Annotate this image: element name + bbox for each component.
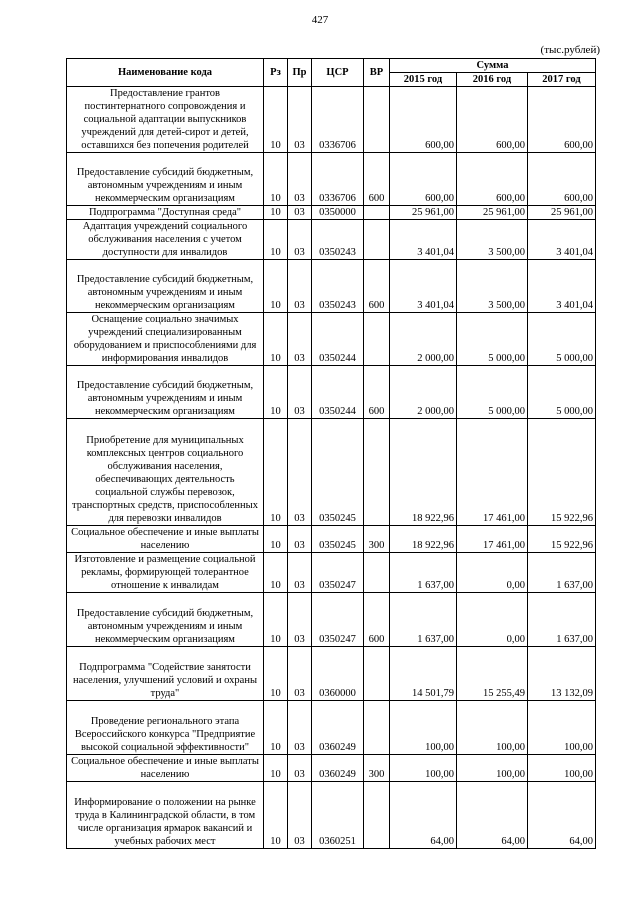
cell-pr: 03: [288, 593, 312, 647]
cell-rz: 10: [264, 553, 288, 593]
header-sum: Сумма: [390, 59, 596, 73]
cell-vr: [364, 553, 390, 593]
cell-vr: 600: [364, 153, 390, 206]
cell-pr: 03: [288, 313, 312, 366]
cell-2016: 5 000,00: [457, 366, 528, 419]
cell-csr: 0360249: [312, 701, 364, 755]
cell-pr: 03: [288, 260, 312, 313]
header-vr: ВР: [364, 59, 390, 87]
cell-name: Предоставление субсидий бюджетным, автономным учреждениям и иным некоммерческим организациям: [67, 153, 264, 206]
cell-2015: 18 922,96: [390, 526, 457, 553]
cell-2015: 600,00: [390, 153, 457, 206]
table-row: [67, 593, 596, 647]
table-row: [67, 313, 596, 366]
cell-rz: 10: [264, 206, 288, 220]
cell-vr: 300: [364, 755, 390, 782]
cell-vr: [364, 313, 390, 366]
cell-2016: 15 255,49: [457, 647, 528, 701]
cell-csr: 0350245: [312, 419, 364, 526]
cell-pr: 03: [288, 755, 312, 782]
cell-csr: 0350247: [312, 593, 364, 647]
table-row: [67, 87, 596, 153]
table-row: [67, 260, 596, 313]
cell-rz: 10: [264, 593, 288, 647]
header-2016: 2016 год: [457, 73, 528, 87]
cell-2015: 2 000,00: [390, 313, 457, 366]
header-2015: 2015 год: [390, 73, 457, 87]
cell-rz: 10: [264, 526, 288, 553]
cell-name: Предоставление субсидий бюджетным, автономным учреждениям и иным некоммерческим организациям: [67, 260, 264, 313]
cell-2015: 3 401,04: [390, 260, 457, 313]
table-body: [67, 87, 596, 849]
cell-csr: 0336706: [312, 87, 364, 153]
cell-rz: 10: [264, 220, 288, 260]
table-row: [67, 220, 596, 260]
header-rz: Рз: [264, 59, 288, 87]
cell-2016: 0,00: [457, 553, 528, 593]
cell-name: Предоставление грантов постинтернатного сопровождения и социальной адаптации выпускников учреждений для детей-сирот и детей, оставшихся без попечения родителей: [67, 87, 264, 153]
cell-pr: 03: [288, 526, 312, 553]
cell-rz: 10: [264, 260, 288, 313]
table-row: [67, 782, 596, 849]
cell-2017: 1 637,00: [528, 593, 596, 647]
budget-table: [66, 58, 596, 849]
cell-name: Подпрограмма "Доступная среда": [67, 206, 264, 220]
cell-csr: 0360251: [312, 782, 364, 849]
header-2017: 2017 год: [528, 73, 596, 87]
cell-rz: 10: [264, 366, 288, 419]
cell-vr: 600: [364, 593, 390, 647]
cell-name: Социальное обеспечение и иные выплаты населению: [67, 755, 264, 782]
page-number: 427: [311, 14, 329, 26]
cell-name: Социальное обеспечение и иные выплаты населению: [67, 526, 264, 553]
cell-name: Информирование о положении на рынке труда в Калининградской области, в том числе организация ярмарок вакансий и учебных рабочих мест: [67, 782, 264, 849]
cell-2017: 15 922,96: [528, 419, 596, 526]
header-name: Наименование кода: [67, 59, 264, 87]
cell-2015: 600,00: [390, 87, 457, 153]
table-row: [67, 366, 596, 419]
cell-2016: 5 000,00: [457, 313, 528, 366]
cell-name: Предоставление субсидий бюджетным, автономным учреждениям и иным некоммерческим организациям: [67, 366, 264, 419]
cell-2017: 15 922,96: [528, 526, 596, 553]
cell-rz: 10: [264, 419, 288, 526]
header-csr: ЦСР: [312, 59, 364, 87]
cell-name: Приобретение для муниципальных комплексных центров социального обслуживания населения, обеспечивающих деятельность социальной службы перевозок, транспортных средств, приспособленных для перевозки инвалидов: [67, 419, 264, 526]
cell-pr: 03: [288, 701, 312, 755]
cell-pr: 03: [288, 419, 312, 526]
cell-2015: 25 961,00: [390, 206, 457, 220]
cell-2016: 3 500,00: [457, 220, 528, 260]
cell-csr: 0350245: [312, 526, 364, 553]
cell-2015: 14 501,79: [390, 647, 457, 701]
cell-pr: 03: [288, 782, 312, 849]
cell-2016: 3 500,00: [457, 260, 528, 313]
cell-2016: 64,00: [457, 782, 528, 849]
cell-csr: 0336706: [312, 153, 364, 206]
table-row: [67, 153, 596, 206]
cell-2016: 17 461,00: [457, 526, 528, 553]
units-label: (тыс.рублей): [540, 44, 600, 56]
cell-vr: [364, 87, 390, 153]
cell-csr: 0350243: [312, 220, 364, 260]
cell-name: Адаптация учреждений социального обслуживания населения с учетом доступности для инвалидов: [67, 220, 264, 260]
table-row: [67, 553, 596, 593]
cell-2015: 1 637,00: [390, 593, 457, 647]
cell-pr: 03: [288, 206, 312, 220]
cell-2016: 100,00: [457, 755, 528, 782]
cell-2017: 64,00: [528, 782, 596, 849]
cell-csr: 0360249: [312, 755, 364, 782]
cell-2015: 2 000,00: [390, 366, 457, 419]
cell-2015: 3 401,04: [390, 220, 457, 260]
cell-name: Подпрограмма "Содействие занятости населения, улучшений условий и охраны труда": [67, 647, 264, 701]
table-row: [67, 701, 596, 755]
cell-name: Оснащение социально значимых учреждений специализированным оборудованием и приспособлениями для информирования инвалидов: [67, 313, 264, 366]
cell-2017: 600,00: [528, 87, 596, 153]
table-row: [67, 647, 596, 701]
cell-vr: 300: [364, 526, 390, 553]
cell-name: Проведение регионального этапа Всероссийского конкурса "Предприятие высокой социальной эффективности": [67, 701, 264, 755]
cell-2017: 100,00: [528, 701, 596, 755]
table-row: [67, 526, 596, 553]
cell-2015: 100,00: [390, 755, 457, 782]
table-row: [67, 755, 596, 782]
cell-2017: 1 637,00: [528, 553, 596, 593]
table-row: [67, 206, 596, 220]
cell-2016: 25 961,00: [457, 206, 528, 220]
cell-pr: 03: [288, 553, 312, 593]
cell-vr: [364, 647, 390, 701]
cell-rz: 10: [264, 153, 288, 206]
cell-2016: 0,00: [457, 593, 528, 647]
cell-pr: 03: [288, 87, 312, 153]
cell-2016: 600,00: [457, 87, 528, 153]
cell-pr: 03: [288, 366, 312, 419]
header-pr: Пр: [288, 59, 312, 87]
cell-2017: 100,00: [528, 755, 596, 782]
cell-2017: 600,00: [528, 153, 596, 206]
cell-vr: 600: [364, 366, 390, 419]
cell-vr: [364, 220, 390, 260]
cell-2015: 64,00: [390, 782, 457, 849]
cell-csr: 0350243: [312, 260, 364, 313]
cell-pr: 03: [288, 153, 312, 206]
cell-2017: 5 000,00: [528, 313, 596, 366]
table-header: [67, 59, 596, 87]
cell-2017: 25 961,00: [528, 206, 596, 220]
cell-pr: 03: [288, 647, 312, 701]
cell-vr: [364, 206, 390, 220]
cell-2015: 18 922,96: [390, 419, 457, 526]
cell-vr: 600: [364, 260, 390, 313]
cell-vr: [364, 782, 390, 849]
cell-pr: 03: [288, 220, 312, 260]
cell-name: Предоставление субсидий бюджетным, автономным учреждениям и иным некоммерческим организациям: [67, 593, 264, 647]
cell-csr: 0350247: [312, 553, 364, 593]
cell-2016: 100,00: [457, 701, 528, 755]
cell-rz: 10: [264, 701, 288, 755]
cell-2016: 17 461,00: [457, 419, 528, 526]
cell-rz: 10: [264, 755, 288, 782]
cell-2017: 3 401,04: [528, 220, 596, 260]
cell-rz: 10: [264, 647, 288, 701]
cell-2017: 3 401,04: [528, 260, 596, 313]
table-row: [67, 419, 596, 526]
cell-csr: 0350000: [312, 206, 364, 220]
cell-rz: 10: [264, 313, 288, 366]
cell-csr: 0350244: [312, 366, 364, 419]
cell-name: Изготовление и размещение социальной рекламы, формирующей толерантное отношение к инвалидам: [67, 553, 264, 593]
cell-2017: 5 000,00: [528, 366, 596, 419]
cell-vr: [364, 701, 390, 755]
cell-csr: 0360000: [312, 647, 364, 701]
cell-rz: 10: [264, 782, 288, 849]
cell-vr: [364, 419, 390, 526]
cell-csr: 0350244: [312, 313, 364, 366]
cell-2015: 1 637,00: [390, 553, 457, 593]
cell-rz: 10: [264, 87, 288, 153]
cell-2016: 600,00: [457, 153, 528, 206]
cell-2017: 13 132,09: [528, 647, 596, 701]
cell-2015: 100,00: [390, 701, 457, 755]
